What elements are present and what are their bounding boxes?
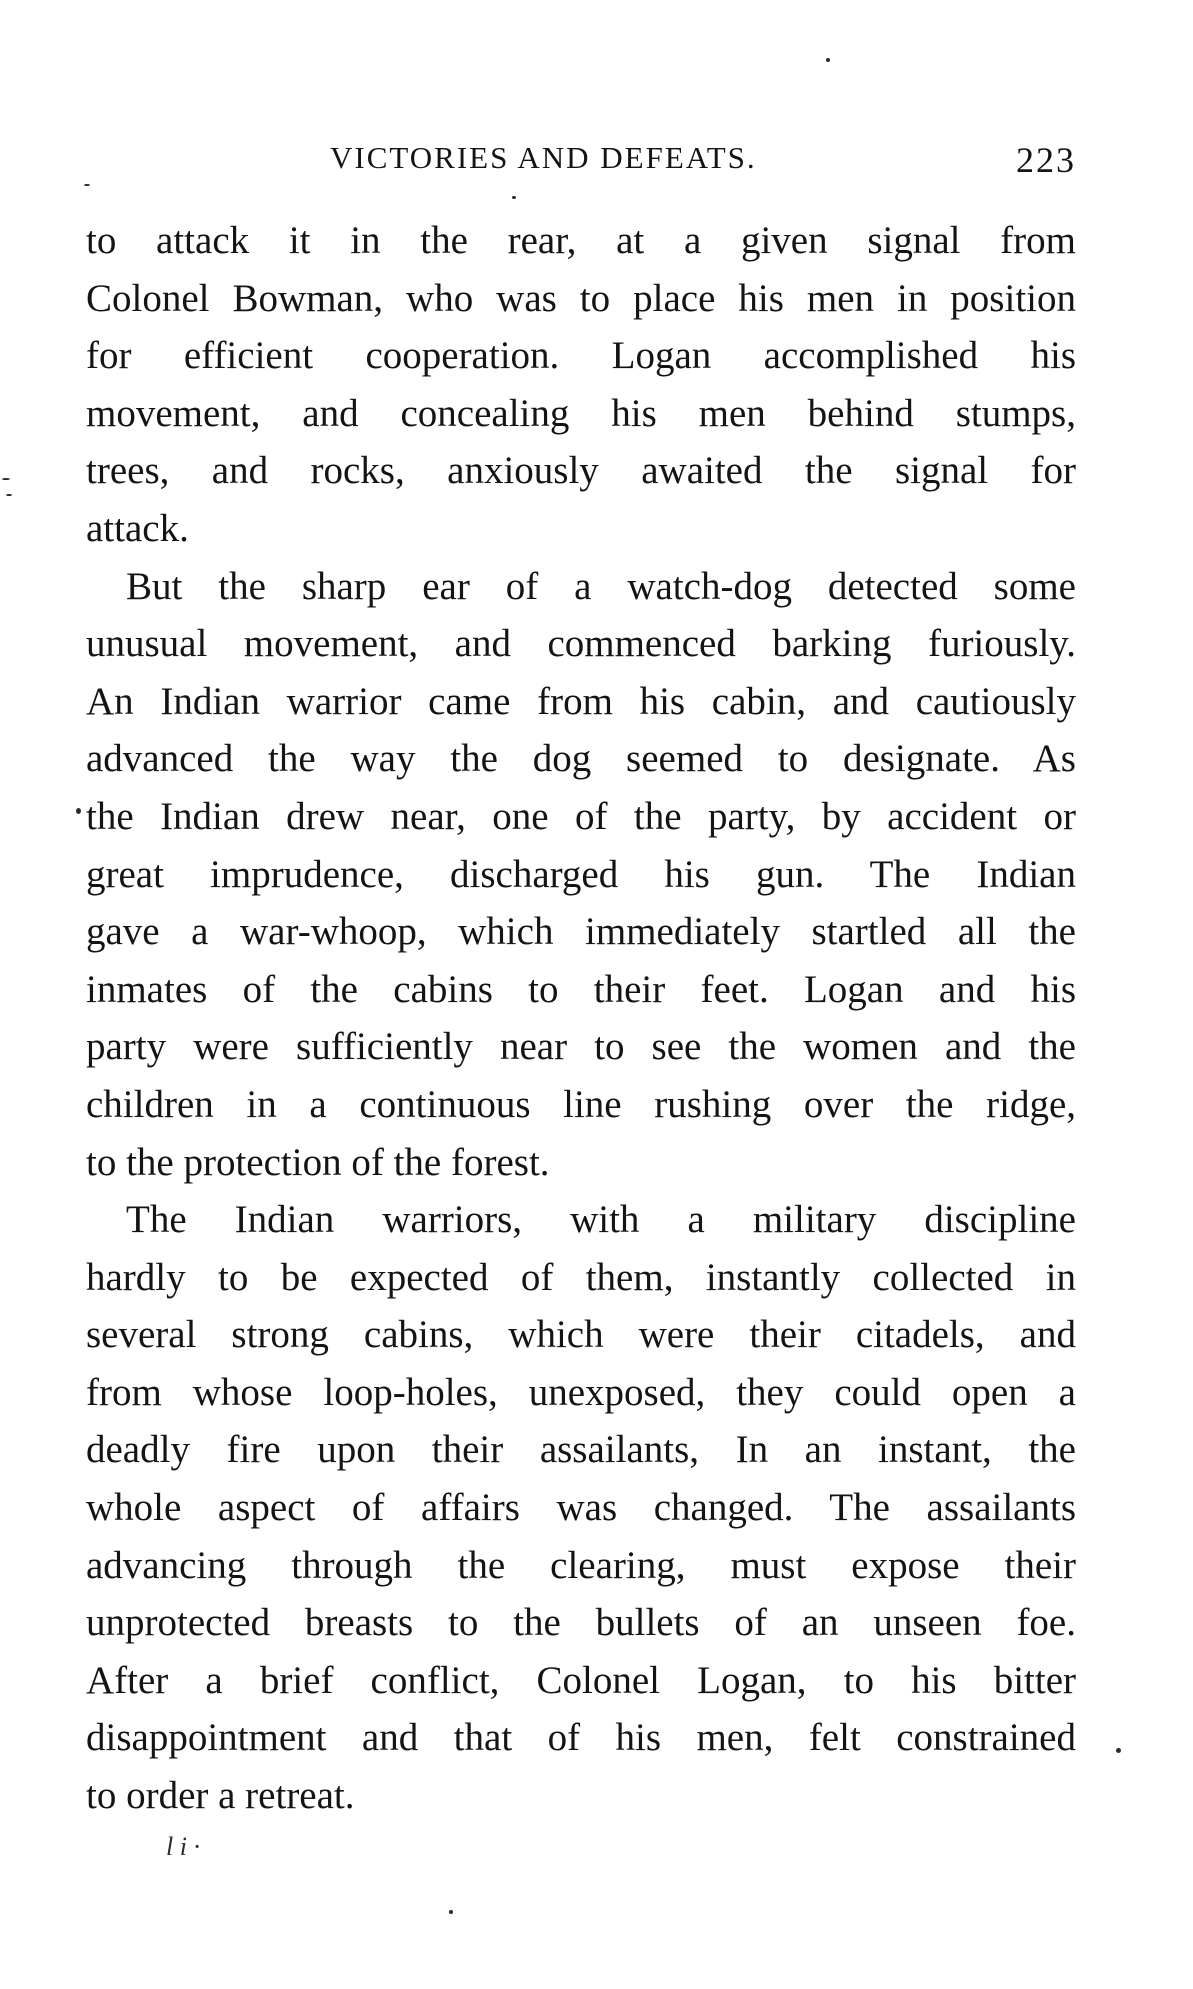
ink-speck [826, 58, 830, 62]
page-number: 223 [1016, 140, 1076, 180]
body-text [86, 212, 1076, 1825]
running-head [86, 138, 1076, 178]
text-line: whole aspect of affairs was changed. The assailants [86, 1486, 1076, 1530]
ink-speck [512, 196, 516, 199]
ink-speck [1116, 1748, 1121, 1753]
ink-speck [84, 184, 90, 186]
text-line: advancing through the clearing, must expose their [86, 1543, 1076, 1587]
text-line: Colonel Bowman, who was to place his men in position [86, 276, 1076, 320]
text-line: gave a war-whoop, which immediately startled all the [86, 910, 1076, 954]
text-line: An Indian warrior came from his cabin, and cautiously [86, 679, 1076, 723]
paragraph-3 [86, 1191, 1076, 1825]
running-title: VICTORIES AND DEFEATS. [330, 140, 757, 175]
text-line: hardly to be expected of them, instantly collected in [86, 1255, 1076, 1299]
text-line: great imprudence, discharged his gun. The Indian [86, 852, 1076, 896]
text-line: attack. [86, 506, 189, 550]
text-line: unusual movement, and commenced barking furiously. [86, 622, 1076, 666]
text-line: several strong cabins, which were their citadels, and [86, 1313, 1076, 1357]
text-line: from whose loop-holes, unexposed, they could open a [86, 1370, 1076, 1414]
ink-speck [76, 808, 81, 814]
text-line: disappointment and that of his men, felt constrained [86, 1716, 1076, 1760]
text-line: to the protection of the forest. [86, 1140, 550, 1184]
paragraph-1 [86, 212, 1076, 558]
ink-speck [6, 494, 12, 496]
text-line: After a brief conflict, Colonel Logan, to his bitter [86, 1658, 1076, 1702]
ink-speck [2, 478, 10, 480]
text-line: advanced the way the dog seemed to designate. As [86, 737, 1076, 781]
text-line: movement, and concealing his men behind stumps, [86, 391, 1076, 435]
text-line: the Indian drew near, one of the party, by accident or [86, 794, 1076, 838]
handwritten-mark: l i · [166, 1832, 200, 1861]
text-line: to order a retreat. [86, 1774, 355, 1818]
ink-speck [449, 1910, 453, 1914]
text-line: party were sufficiently near to see the women and the [86, 1025, 1076, 1069]
text-line: to attack it in the rear, at a given signal from [86, 219, 1076, 262]
text-line: The Indian warriors, with a military discipline [126, 1198, 1076, 1242]
text-line: inmates of the cabins to their feet. Logan and his [86, 967, 1076, 1011]
paragraph-2 [86, 558, 1076, 1192]
text-line: for efficient cooperation. Logan accomplished his [86, 334, 1076, 378]
text-line: trees, and rocks, anxiously awaited the signal for [86, 449, 1076, 493]
text-line: But the sharp ear of a watch-dog detected some [126, 564, 1076, 608]
text-line: deadly fire upon their assailants, In an instant, the [86, 1428, 1076, 1472]
text-line: unprotected breasts to the bullets of an unseen foe. [86, 1601, 1076, 1645]
text-line: children in a continuous line rushing over the ridge, [86, 1082, 1076, 1126]
